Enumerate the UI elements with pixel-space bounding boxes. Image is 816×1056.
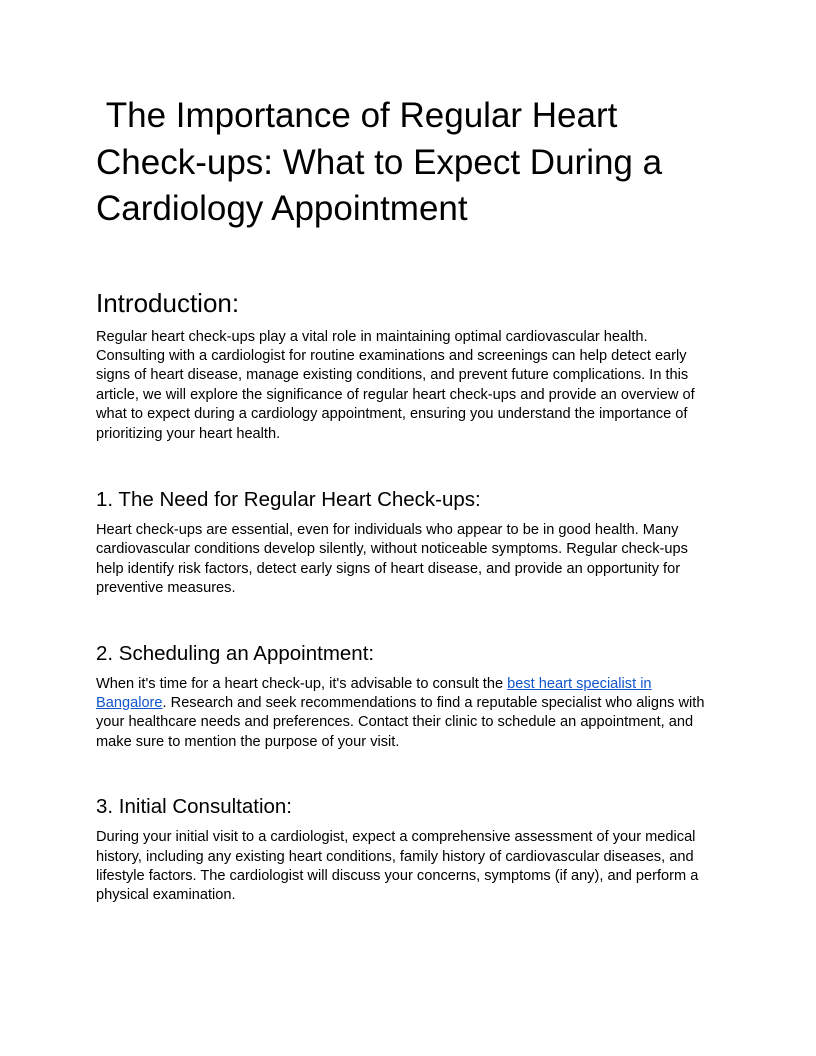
section-3-paragraph: During your initial visit to a cardiologist, expect a comprehensive assessment of your medical history, including any existing heart conditions, family history of cardiovascular diseases, and lifestyle factors. The cardiologist will discuss your concerns, symptoms (if any), and perform a physical examination. xyxy=(96,829,699,904)
section-2-text-before-link: When it's time for a heart check-up, it's advisable to consult the xyxy=(96,675,508,692)
section-1-paragraph: Heart check-ups are essential, even for individuals who appear to be in good health. Many cardiovascular conditions develop silently, without noticeable symptoms. Regular check-ups help identify risk factors, detect early signs of heart disease, and provide an opportunity for preventive measures. xyxy=(96,521,688,597)
section-1-heading: 1. The Need for Regular Heart Check-ups: xyxy=(96,487,481,511)
section-2-heading: 2. Scheduling an Appointment: xyxy=(96,641,375,665)
document-page xyxy=(96,93,716,906)
heart-specialist-link[interactable]: best heart specialist in Bangalore xyxy=(96,675,652,711)
introduction-heading: Introduction: xyxy=(96,287,240,318)
introduction-paragraph: Regular heart check-ups play a vital role in maintaining optimal cardiovascular health. Consulting with a cardiologist for routine examinations and screenings can help detect early signs of heart disease, manage existing conditions, and prevent future complications. In this article, we will explore the significance of regular heart check-ups and provide an overview of what to expect during a cardiology appointment, ensuring you understand the importance of prioritizing your heart health. xyxy=(96,328,695,442)
section-2-text-after-link: . Research and seek recommendations to find a reputable specialist who aligns with your healthcare needs and preferences. Contact their clinic to schedule an appointment, and make sure to mention the purpose of your visit. xyxy=(96,694,705,750)
section-3-heading: 3. Initial Consultation: xyxy=(96,795,293,819)
document-title: The Importance of Regular Heart Check-ups: What to Expect During a Cardiology Appointment xyxy=(96,96,672,228)
section-2-paragraph xyxy=(96,675,716,753)
